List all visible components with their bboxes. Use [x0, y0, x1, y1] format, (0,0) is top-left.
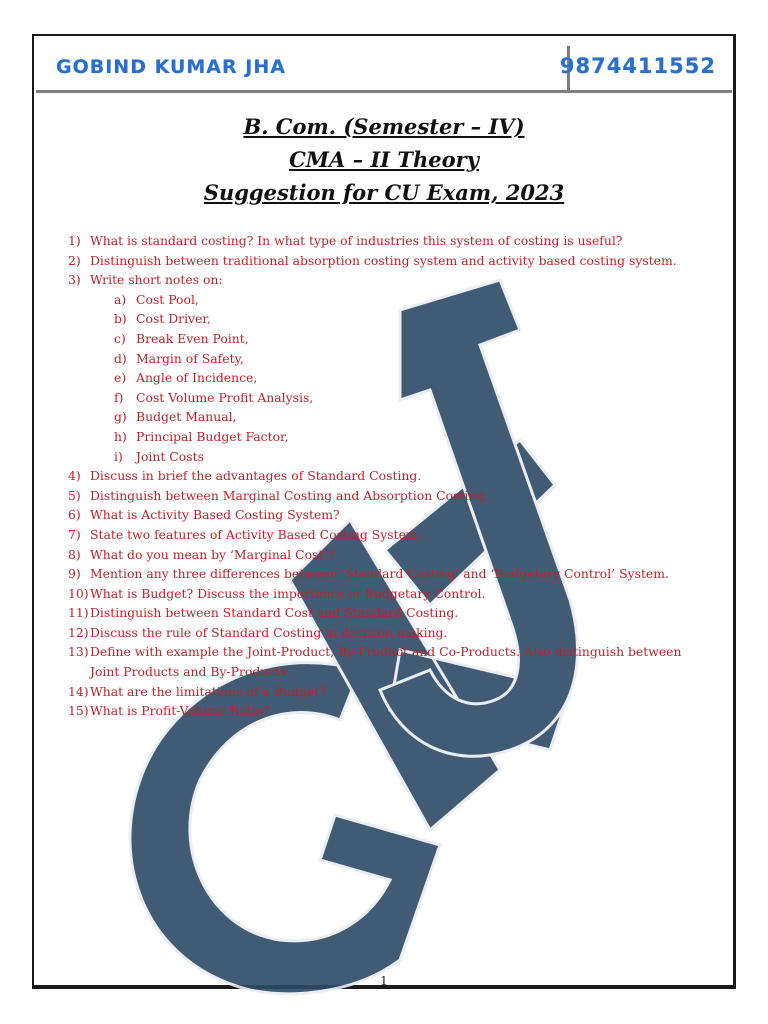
page-number: 1: [380, 974, 388, 988]
question-text: Write short notes on:: [90, 272, 223, 288]
question-text: What is Budget? Discuss the importance of Budgetary Control.: [90, 585, 486, 601]
question-item: [68, 584, 708, 604]
question-text: State two features of Activity Based Costing System.: [90, 526, 422, 542]
page-header: [36, 44, 732, 92]
question-number: 14): [68, 683, 89, 699]
document-title: [36, 110, 732, 209]
question-number: 8): [68, 546, 81, 562]
question-number: 2): [68, 252, 81, 268]
question-number: 3): [68, 272, 81, 288]
short-note-item: [68, 388, 708, 408]
header-rule: [36, 90, 732, 93]
question-list: [68, 231, 708, 721]
question-text: What is Activity Based Costing System?: [90, 507, 340, 523]
short-note-item: [68, 309, 708, 329]
question-item: [68, 603, 708, 623]
question-item: [68, 564, 708, 584]
question-item: [68, 231, 708, 251]
question-item: [68, 505, 708, 525]
short-note-letter: i): [114, 448, 123, 464]
question-text: What is standard costing? In what type of industries this system of costing is useful?: [90, 233, 623, 248]
question-number: 15): [68, 703, 89, 719]
question-item: [68, 642, 708, 681]
short-note-letter: g): [114, 409, 127, 425]
question-number: 7): [68, 526, 81, 542]
question-number: 9): [68, 566, 81, 582]
question-item: [68, 466, 708, 486]
short-note-item: [68, 349, 708, 369]
short-note-item: [68, 447, 708, 467]
question-item: [68, 701, 708, 721]
question-text: What do you mean by ‘Marginal Cost’?: [90, 546, 334, 562]
short-note-text: Margin of Safety,: [136, 350, 244, 366]
short-note-letter: b): [114, 311, 127, 327]
question-text: Define with example the Joint-Product, By-Product and Co-Products. Also distinguish between Joint Products and By-Products.: [90, 644, 682, 680]
question-text: What are the limitations of a Budget?: [90, 683, 326, 699]
short-note-text: Angle of Incidence,: [136, 370, 258, 386]
author-name: GOBIND KUMAR JHA: [56, 56, 286, 78]
short-note-text: Budget Manual,: [136, 409, 237, 425]
phone-number: 9874411552: [559, 54, 716, 78]
short-note-letter: c): [114, 330, 126, 346]
short-note-letter: h): [114, 428, 127, 444]
short-note-text: Joint Costs: [136, 448, 204, 464]
question-number: 11): [68, 605, 89, 621]
question-item: [68, 251, 708, 271]
question-text: Discuss in brief the advantages of Standard Costing.: [90, 468, 422, 484]
question-number: 13): [68, 644, 89, 660]
question-number: 5): [68, 487, 81, 503]
short-note-text: Break Even Point,: [136, 330, 249, 346]
short-note-item: [68, 407, 708, 427]
question-text: Distinguish between traditional absorption costing system and activity based costing system.: [90, 252, 677, 268]
short-note-item: [68, 290, 708, 310]
question-text: Distinguish between Standard Cost and Standard Costing.: [90, 605, 459, 621]
title-course: B. Com. (Semester – IV): [243, 114, 525, 139]
short-note-letter: a): [114, 291, 127, 307]
short-note-item: [68, 427, 708, 447]
question-number: 12): [68, 624, 89, 640]
short-note-text: Cost Pool,: [136, 291, 199, 307]
question-text: Mention any three differences between ‘Standard Costing’ and ‘Budgetary Control’ System.: [90, 566, 669, 582]
question-number: 10): [68, 585, 89, 601]
question-number: 4): [68, 468, 81, 484]
question-item: [68, 623, 708, 643]
question-text: Distinguish between Marginal Costing and Absorption Costing.: [90, 487, 489, 503]
short-note-letter: f): [114, 389, 124, 405]
question-text: What is Profit-Volume Ratio?: [90, 703, 270, 719]
short-note-text: Cost Volume Profit Analysis,: [136, 389, 314, 405]
question-number: 6): [68, 507, 81, 523]
short-note-item: [68, 368, 708, 388]
question-item: [68, 545, 708, 565]
question-item: [68, 682, 708, 702]
question-item: [68, 486, 708, 506]
question-item: [68, 270, 708, 290]
short-note-text: Cost Driver,: [136, 311, 211, 327]
question-number: 1): [68, 233, 81, 248]
short-note-item: [68, 329, 708, 349]
question-item: [68, 525, 708, 545]
short-note-text: Principal Budget Factor,: [136, 428, 289, 444]
short-note-letter: d): [114, 350, 127, 366]
title-suggestion: Suggestion for CU Exam, 2023: [203, 180, 565, 205]
question-text: Discuss the rule of Standard Costing in decision making.: [90, 624, 448, 640]
title-subject: CMA – II Theory: [289, 147, 479, 172]
short-note-letter: e): [114, 370, 127, 386]
